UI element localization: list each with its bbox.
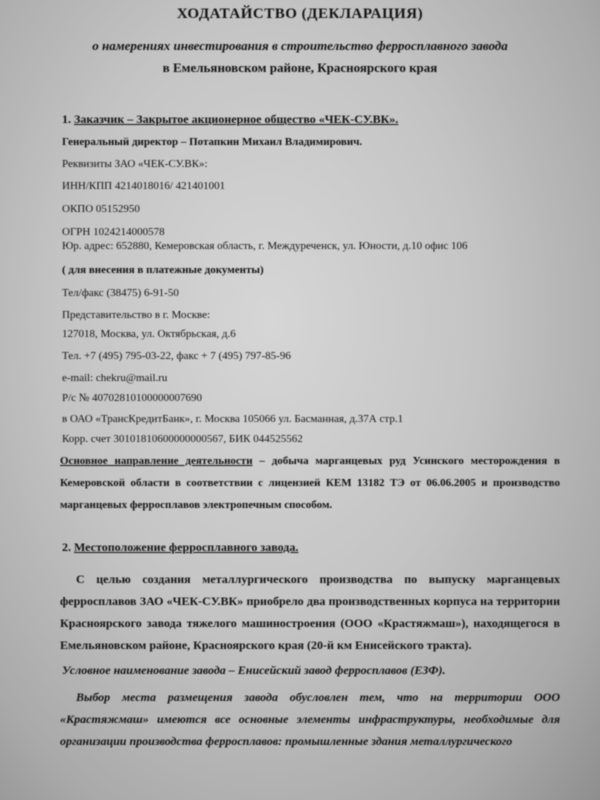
- activity-label: Основное направление деятельности: [60, 455, 253, 467]
- legal-address-line: Юр. адрес: 652880, Кемеровская область, г. Междуреченск, ул. Юности, д.10 офис 106: [62, 240, 468, 252]
- activity-paragraph: [60, 450, 560, 516]
- inn-kpp-line: ИНН/КПП 4214018016/ 421401001: [62, 180, 226, 192]
- section2-location-label: Местоположение ферросплавного завода.: [74, 540, 299, 554]
- document-title: ХОДАТАЙСТВО (ДЕКЛАРАЦИЯ): [176, 6, 424, 22]
- section2-heading: [62, 540, 298, 555]
- section1-number: 1.: [62, 112, 71, 126]
- okpo-line: ОКПО 05152950: [62, 203, 140, 215]
- section1-heading: [62, 112, 398, 127]
- mail-note-line: ( для внесения в платежные документы): [62, 264, 264, 276]
- document-subtitle-line2: в Емельяновском районе, Красноярского края: [162, 60, 438, 75]
- rep-phone-line: Тел. +7 (495) 795-03-22, факс + 7 (495) 797-85-96: [62, 350, 291, 362]
- ogrn-line: ОГРН 1024214000578: [62, 226, 165, 238]
- telfax-line: Тел/факс (38475) 6-91-50: [62, 287, 179, 299]
- rep-title-line: Представительство в г. Москве:: [62, 309, 211, 321]
- rep-address-line: 127018, Москва, ул. Октябрьская, д.6: [62, 328, 236, 340]
- director-line: Генеральный директор – Потапкин Михаил Владимирович.: [62, 136, 363, 148]
- email-line: e-mail: chekru@mail.ru: [62, 372, 168, 384]
- section2-number: 2.: [62, 540, 71, 554]
- location-paragraph: С целью создания металлургического производства по выпуску марганцевых ферросплавов ЗАО «ЧЕК-СУ.ВК» приобрело два производственных корпуса на территории Красноярского завода тяжелого машиностроения (ООО «Крастяжмаш»), находящегося в Емельяновском районе, Красноярского края (20-й км Енисейского тракта).: [60, 572, 560, 652]
- corr-account-line: Корр. счет 30101810600000000567, БИК 044525562: [62, 433, 303, 445]
- plant-name-line: Условное наименование завода – Енисейский завод ферросплавов (ЕЗФ).: [62, 663, 446, 677]
- account-line: Р/с № 40702810100000007690: [62, 392, 203, 404]
- site-choice-paragraph: Выбор места размещения завода обусловлен тем, что на территории ООО «Крастяжмаш» имеются все основные элементы инфраструктуры, необходимые для организации производства ферросплавов: промышленные здания металлургического: [60, 690, 560, 748]
- activity-text: – добыча марганцевых руд Усинского месторождения в Кемеровской области в соответствии с лицензией КЕМ 13182 ТЭ от 06.06.2005 и производство марганцевых ферросплавов электропечным способом.: [60, 455, 560, 511]
- requisites-title: Реквизиты ЗАО «ЧЕК-СУ.ВК»:: [62, 158, 208, 170]
- bank-line: в ОАО «ТрансКредитБанк», г. Москва 105066 ул. Басманная, д.37А стр.1: [62, 413, 404, 425]
- section1-customer-label: Заказчик – Закрытое акционерное общество «ЧЕК-СУ.ВК».: [74, 112, 399, 126]
- document-subtitle-line1: о намерениях инвестирования в строительство ферросплавного завода: [92, 38, 508, 53]
